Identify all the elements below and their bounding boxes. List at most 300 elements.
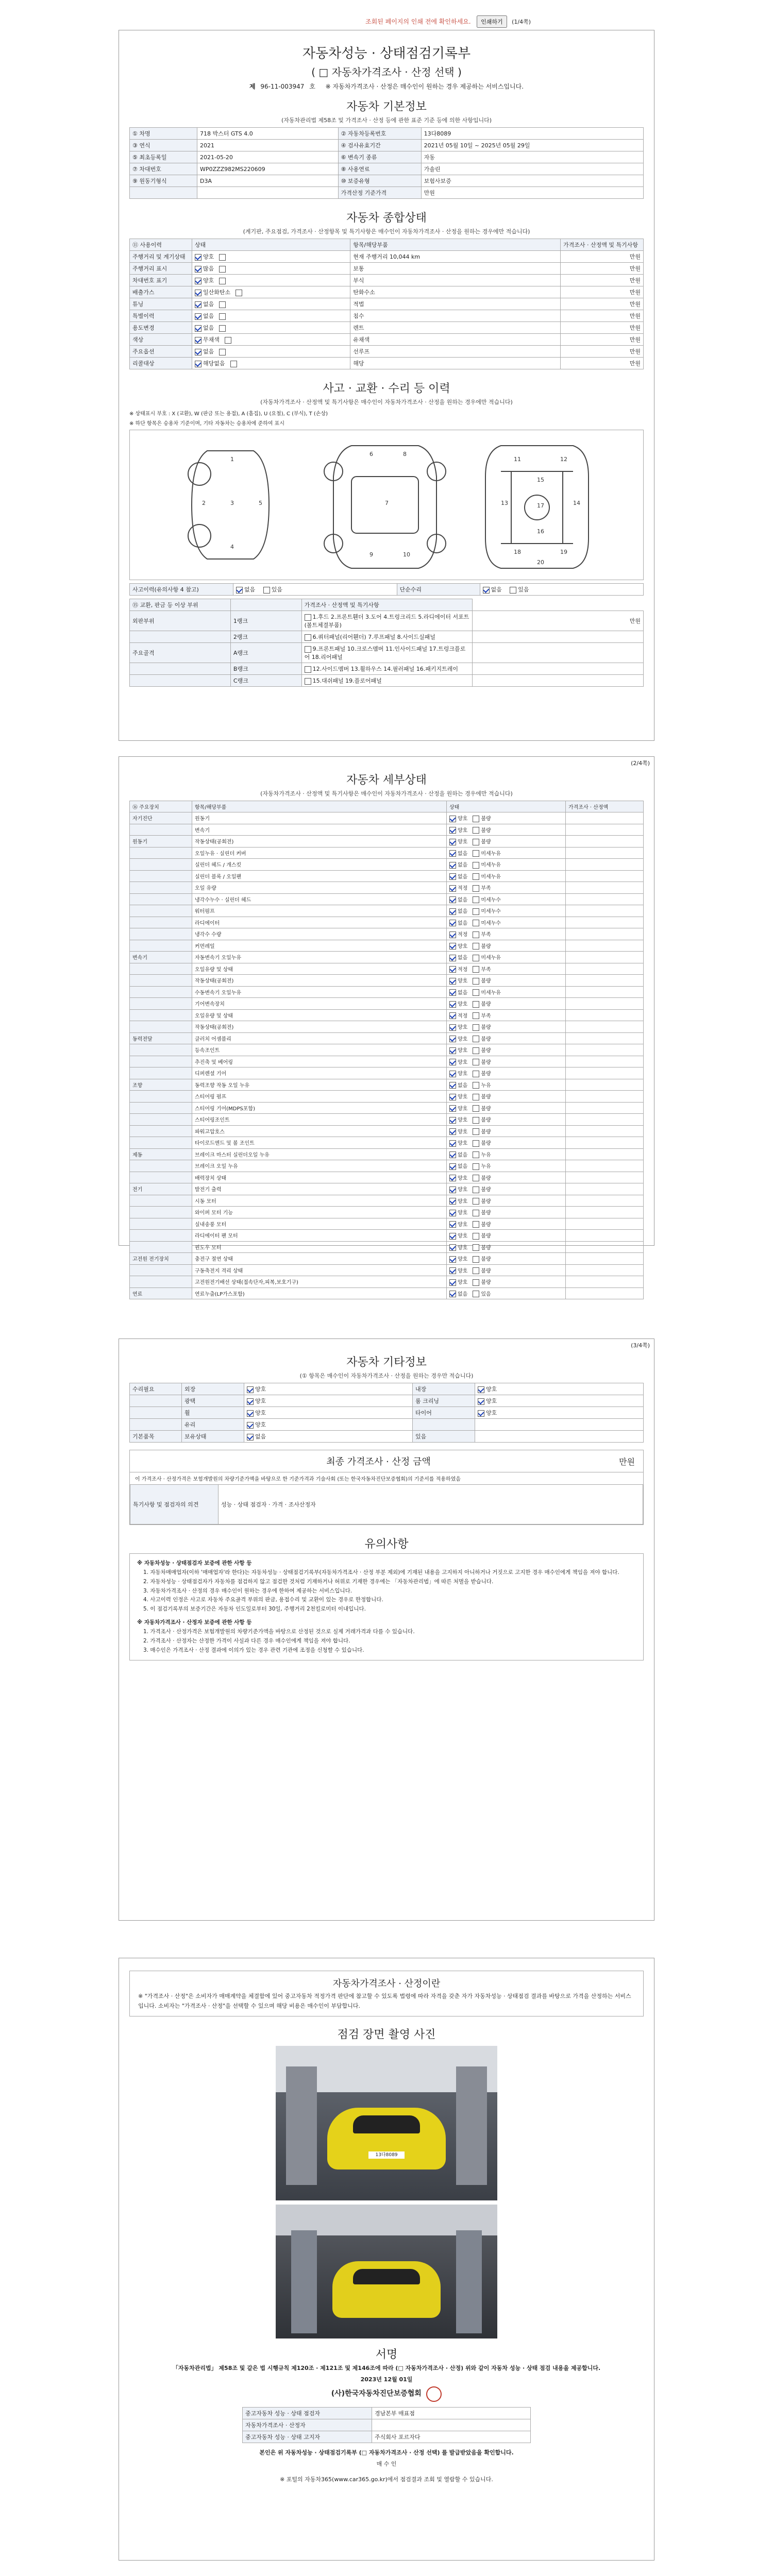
doc-number: 96-11-003947 xyxy=(260,83,305,90)
status-checkbox[interactable] xyxy=(473,862,479,869)
status-checkbox[interactable] xyxy=(219,313,226,320)
status-checkbox[interactable] xyxy=(473,1163,479,1170)
status-checkbox[interactable] xyxy=(473,908,479,915)
cell-text: 라디에이터 팬 모터 xyxy=(195,1233,238,1240)
status-checkbox[interactable] xyxy=(449,920,456,926)
table-row xyxy=(130,298,644,310)
status-checkbox[interactable] xyxy=(449,1163,456,1170)
table-row xyxy=(130,1067,644,1079)
table-row xyxy=(130,998,644,1010)
table-row xyxy=(130,1407,644,1419)
status-checkbox[interactable] xyxy=(473,943,479,950)
status-checkbox[interactable] xyxy=(247,1398,254,1405)
status-checkbox[interactable] xyxy=(473,931,479,938)
table-cell xyxy=(130,1044,192,1056)
status-checkbox[interactable] xyxy=(473,873,479,880)
cell-text: 오일유량 및 상태 xyxy=(195,1013,233,1019)
cell-text: 기본품목 xyxy=(132,1433,155,1440)
cell-text: 양호 xyxy=(458,1106,468,1112)
table-cell xyxy=(192,952,447,963)
status-checkbox[interactable] xyxy=(449,1198,456,1205)
status-checkbox[interactable] xyxy=(449,1244,456,1251)
table-cell xyxy=(244,1407,413,1419)
table-cell xyxy=(192,275,350,286)
cell-text: 양호 xyxy=(458,1117,468,1123)
cell-text: 항목/해당부품 xyxy=(195,805,227,810)
table-cell xyxy=(130,882,192,894)
cell-text: 외장 xyxy=(184,1386,196,1393)
doc-title: 자동차성능 · 상태점검기록부 xyxy=(302,46,471,61)
table-row xyxy=(130,1102,644,1114)
cell-text: 양호 xyxy=(458,1198,468,1205)
cell-text: 만원 xyxy=(629,289,641,296)
table-cell xyxy=(566,1276,644,1288)
car-top-view xyxy=(324,446,446,568)
table-cell xyxy=(413,1407,475,1419)
status-checkbox[interactable] xyxy=(305,646,311,653)
accident-none-checkbox[interactable] xyxy=(236,587,243,594)
table-cell xyxy=(301,663,473,675)
status-checkbox[interactable] xyxy=(195,325,201,332)
basic-table xyxy=(129,127,644,199)
status-checkbox[interactable] xyxy=(247,1422,254,1429)
cell-text: 자기진단 xyxy=(132,816,153,822)
table-cell xyxy=(130,1125,192,1137)
table-cell xyxy=(473,643,644,663)
status-checkbox[interactable] xyxy=(473,920,479,926)
table-cell xyxy=(130,1264,192,1276)
table-cell xyxy=(350,251,561,263)
cell-text: 동력전달 xyxy=(132,1036,153,1042)
table-cell xyxy=(447,1172,566,1183)
table-row xyxy=(130,1125,644,1137)
table-cell xyxy=(130,847,192,859)
status-checkbox[interactable] xyxy=(219,254,226,261)
cell-text: 주식회사 포르자다 xyxy=(375,2434,421,2441)
status-checkbox[interactable] xyxy=(449,827,456,834)
table-cell xyxy=(192,847,447,859)
cell-text: ⑤ 최초등록일 xyxy=(132,154,167,161)
cell-text: 유채색 xyxy=(353,336,370,343)
table-cell xyxy=(130,1287,192,1299)
cell-text: 전기 xyxy=(132,1187,143,1193)
cell-text: 리콜대상 xyxy=(132,360,155,367)
table-cell xyxy=(561,275,644,286)
parts-table xyxy=(129,599,644,687)
status-checkbox[interactable] xyxy=(473,1210,479,1216)
table-cell xyxy=(447,1032,566,1044)
status-checkbox[interactable] xyxy=(449,1128,456,1135)
status-checkbox[interactable] xyxy=(449,873,456,880)
cell-text: 실내송풍 모터 xyxy=(195,1222,227,1228)
status-checkbox[interactable] xyxy=(449,966,456,973)
cell-text: 2랭크 xyxy=(233,634,248,640)
table-cell xyxy=(130,1009,192,1021)
cell-text: 냉각수 수량 xyxy=(195,932,222,938)
status-checkbox[interactable] xyxy=(473,1233,479,1240)
table-cell xyxy=(350,310,561,322)
status-checkbox[interactable] xyxy=(449,1221,456,1228)
status-checkbox[interactable] xyxy=(473,1024,479,1031)
status-checkbox[interactable] xyxy=(195,254,201,261)
cell-text: 양호 xyxy=(458,816,468,822)
table-cell xyxy=(130,1195,192,1207)
table-cell xyxy=(130,1172,192,1183)
status-checkbox[interactable] xyxy=(449,1291,456,1297)
photo-plate: 13다8089 xyxy=(368,2151,405,2159)
table-cell xyxy=(566,952,644,963)
status-checkbox[interactable] xyxy=(473,850,479,857)
status-checkbox[interactable] xyxy=(305,678,311,685)
cell-text: 만원 xyxy=(629,313,641,319)
table-cell xyxy=(192,1114,447,1126)
cell-text: 가격산정 기준가격 xyxy=(341,190,387,196)
status-checkbox[interactable] xyxy=(449,1105,456,1112)
photo-2 xyxy=(276,2205,497,2338)
table-cell xyxy=(561,334,644,346)
accident-row-table: 사고이력(유의사항 4 참고) 없음 있음 단순수리 없음 있음 xyxy=(129,583,644,596)
table-cell xyxy=(447,893,566,905)
table-header xyxy=(192,801,447,812)
cell-text: 불량 xyxy=(481,943,491,950)
diagram-number: 12 xyxy=(560,456,567,463)
table-cell xyxy=(130,310,192,322)
table-row xyxy=(130,1044,644,1056)
cell-text: 브레이크 오일 누유 xyxy=(195,1164,238,1170)
cell-text: 실린더 헤드 / 개스킷 xyxy=(195,862,242,869)
table-cell xyxy=(192,870,447,882)
table-row xyxy=(130,1264,644,1276)
status-checkbox[interactable] xyxy=(449,1210,456,1216)
status-checkbox[interactable] xyxy=(219,266,226,273)
status-checkbox[interactable] xyxy=(473,1175,479,1181)
status-checkbox[interactable] xyxy=(473,955,479,961)
page-4 xyxy=(119,1958,654,2561)
diagram-number: 8 xyxy=(403,451,407,457)
status-checkbox[interactable] xyxy=(473,1012,479,1019)
status-checkbox[interactable] xyxy=(219,278,226,284)
status-checkbox[interactable] xyxy=(473,1128,479,1135)
sign-footer: ※ 포털의 자동차365(www.car365.go.kr)에서 점검결과 조회 및 열람할 수 있습니다. xyxy=(280,2476,493,2483)
status-checkbox[interactable] xyxy=(473,1094,479,1100)
cell-text: WP0ZZZ982MS220609 xyxy=(200,165,265,173)
status-checkbox[interactable] xyxy=(473,1151,479,1158)
status-checkbox[interactable] xyxy=(473,1036,479,1042)
table-cell xyxy=(447,1264,566,1276)
diagram-number: 14 xyxy=(573,500,580,506)
status-checkbox[interactable] xyxy=(473,839,479,845)
table-cell xyxy=(561,298,644,310)
cell-text: 불량 xyxy=(481,1048,491,1054)
cell-text: 중고자동차 성능 · 상태 고지자 xyxy=(245,2434,320,2441)
table-row xyxy=(130,1287,644,1299)
table-cell xyxy=(447,1067,566,1079)
table-row xyxy=(130,801,644,812)
cell-text: 오일유량 및 상태 xyxy=(195,967,233,973)
cell-text: 양호 xyxy=(458,1280,468,1285)
table-cell xyxy=(475,1395,644,1407)
status-checkbox[interactable] xyxy=(247,1410,254,1417)
table-cell xyxy=(566,882,644,894)
table-cell xyxy=(447,1160,566,1172)
table-cell xyxy=(338,163,421,175)
status-checkbox[interactable] xyxy=(449,1001,456,1008)
status-checkbox[interactable] xyxy=(473,1117,479,1124)
diagram-number: 2 xyxy=(202,500,206,506)
cell-text: ③ 연식 xyxy=(132,142,150,149)
cell-text: 불량 xyxy=(481,1245,491,1251)
table-cell xyxy=(447,1207,566,1218)
status-checkbox[interactable] xyxy=(195,361,201,367)
status-checkbox[interactable] xyxy=(478,1386,484,1393)
status-checkbox[interactable] xyxy=(449,1279,456,1286)
status-checkbox[interactable] xyxy=(473,885,479,892)
cell-text: 양호 xyxy=(203,253,214,260)
table-cell xyxy=(447,870,566,882)
diagram-number: 7 xyxy=(385,500,389,506)
status-checkbox[interactable] xyxy=(473,1256,479,1263)
status-checkbox[interactable] xyxy=(473,816,479,822)
status-checkbox[interactable] xyxy=(473,1105,479,1112)
table-cell xyxy=(350,286,561,298)
table-cell xyxy=(130,1431,182,1443)
table-cell xyxy=(192,1009,447,1021)
table-cell xyxy=(421,163,643,175)
table-cell xyxy=(192,917,447,928)
status-checkbox[interactable] xyxy=(449,1012,456,1019)
table-cell xyxy=(350,298,561,310)
table-row xyxy=(130,358,644,369)
status-checkbox[interactable] xyxy=(236,290,242,296)
status-checkbox[interactable] xyxy=(449,989,456,996)
status-checkbox[interactable] xyxy=(305,614,311,621)
status-checkbox[interactable] xyxy=(219,325,226,332)
accident-yes-checkbox[interactable] xyxy=(263,587,270,594)
cell-text: 오일 유량 xyxy=(195,886,216,892)
table-row xyxy=(130,263,644,275)
table-cell xyxy=(447,1137,566,1149)
cell-text: 15.대쉬패널 19.플로어패널 xyxy=(312,677,382,684)
cell-text: A랭크 xyxy=(233,650,248,656)
status-checkbox[interactable] xyxy=(473,1187,479,1193)
status-checkbox[interactable] xyxy=(473,1059,479,1065)
status-checkbox[interactable] xyxy=(449,1175,456,1181)
cell-text: 차대번호 표기 xyxy=(132,277,167,284)
diagram-number: 10 xyxy=(403,551,410,558)
table-cell xyxy=(230,663,301,675)
status-checkbox[interactable] xyxy=(478,1398,484,1405)
status-checkbox[interactable] xyxy=(449,839,456,845)
info-title: 자동차가격조사 · 산정이란 xyxy=(332,1978,441,1989)
status-checkbox[interactable] xyxy=(473,1082,479,1089)
status-checkbox[interactable] xyxy=(449,862,456,869)
table-cell xyxy=(130,358,192,369)
table-header xyxy=(350,239,561,251)
status-checkbox[interactable] xyxy=(449,955,456,961)
status-checkbox[interactable] xyxy=(247,1434,254,1440)
status-checkbox[interactable] xyxy=(473,1198,479,1205)
status-checkbox[interactable] xyxy=(473,827,479,834)
table-row xyxy=(130,322,644,334)
status-checkbox[interactable] xyxy=(449,885,456,892)
status-checkbox[interactable] xyxy=(195,337,201,344)
status-checkbox[interactable] xyxy=(195,349,201,355)
table-cell xyxy=(130,346,192,358)
status-checkbox[interactable] xyxy=(473,1221,479,1228)
cell-text: 디퍼렌셜 기어 xyxy=(195,1071,227,1077)
status-checkbox[interactable] xyxy=(195,313,201,320)
cell-text: 변속기 xyxy=(195,827,210,834)
table-cell xyxy=(192,998,447,1010)
table-cell xyxy=(192,836,447,848)
cell-text: 양호 xyxy=(255,1398,266,1404)
status-checkbox[interactable] xyxy=(473,966,479,973)
table-cell xyxy=(130,917,192,928)
sign-date: 2023년 12월 01일 xyxy=(360,2376,413,2383)
table-row xyxy=(130,675,644,687)
page-2 xyxy=(119,756,654,1297)
table-row xyxy=(130,1183,644,1195)
repair-yes-checkbox[interactable] xyxy=(510,587,516,594)
table-cell xyxy=(192,824,447,836)
table-cell xyxy=(338,128,421,140)
table-row xyxy=(130,893,644,905)
final-price-value: 만원 xyxy=(619,1456,635,1467)
cell-text: 휠 xyxy=(184,1410,190,1416)
accident-history-label: 사고이력(유의사항 4 참고) xyxy=(130,584,233,596)
status-checkbox[interactable] xyxy=(449,978,456,985)
status-checkbox[interactable] xyxy=(473,978,479,985)
table-cell xyxy=(338,151,421,163)
cell-text: 양호 xyxy=(458,1048,468,1054)
status-checkbox[interactable] xyxy=(478,1410,484,1417)
status-checkbox[interactable] xyxy=(219,349,226,355)
status-checkbox[interactable] xyxy=(449,1071,456,1077)
status-checkbox[interactable] xyxy=(449,896,456,903)
cell-text: 일산화탄소 xyxy=(203,289,231,296)
notes-lines-2 xyxy=(137,1628,636,1655)
table-cell xyxy=(447,963,566,975)
status-checkbox[interactable] xyxy=(449,1117,456,1124)
cell-text: 튜닝 xyxy=(132,301,144,308)
status-checkbox[interactable] xyxy=(449,850,456,857)
cell-text: 실린더 블록 / 오일팬 xyxy=(195,874,242,880)
cell-text: ⑦ 차대번호 xyxy=(132,166,161,173)
table-cell xyxy=(447,1287,566,1299)
table-cell xyxy=(421,140,643,151)
status-checkbox[interactable] xyxy=(195,301,201,308)
status-checkbox[interactable] xyxy=(449,1036,456,1042)
status-checkbox[interactable] xyxy=(449,1082,456,1089)
cell-text: 양호 xyxy=(458,1094,468,1100)
status-checkbox[interactable] xyxy=(473,1047,479,1054)
accident-note-1: ※ 상태표시 부호 : X (교환), W (판금 또는 용접), A (흠집), U (요철), C (부식), T (손상) xyxy=(129,411,328,417)
status-checkbox[interactable] xyxy=(449,1151,456,1158)
cell-text: 부식 xyxy=(353,277,364,284)
status-checkbox[interactable] xyxy=(449,1059,456,1065)
status-checkbox[interactable] xyxy=(449,1267,456,1274)
status-checkbox[interactable] xyxy=(225,337,231,344)
status-checkbox[interactable] xyxy=(219,301,226,308)
cell-text: 누유 xyxy=(481,1152,491,1158)
status-checkbox[interactable] xyxy=(473,1140,479,1147)
diagram-number: 15 xyxy=(537,477,544,483)
table-cell xyxy=(192,1172,447,1183)
cell-text: 윈도우 모터 xyxy=(195,1245,222,1251)
table-row xyxy=(243,2431,531,2443)
status-checkbox[interactable] xyxy=(449,1233,456,1240)
cell-text: ⑥ 변속기 종류 xyxy=(341,154,377,161)
status-checkbox[interactable] xyxy=(473,1001,479,1008)
table-cell xyxy=(243,2408,372,2419)
table-cell xyxy=(561,358,644,369)
cell-text: 6.쿼터패널(리어휀더) 7.루프패널 8.사이드실패널 xyxy=(312,634,435,640)
status-checkbox[interactable] xyxy=(449,943,456,950)
table-row xyxy=(130,175,644,187)
table-cell xyxy=(566,812,644,824)
print-button[interactable]: 인쇄하기 xyxy=(477,15,507,28)
cell-text: 스티어링 펌프 xyxy=(195,1094,227,1100)
status-checkbox[interactable] xyxy=(449,931,456,938)
cell-text: 특별이력 xyxy=(132,313,155,319)
diagram-number: 5 xyxy=(259,500,262,506)
table-cell xyxy=(130,986,192,998)
status-checkbox[interactable] xyxy=(449,1024,456,1031)
status-checkbox[interactable] xyxy=(195,290,201,296)
cell-text: 양호 xyxy=(486,1398,497,1404)
table-cell xyxy=(447,1114,566,1126)
cell-text: 만원 xyxy=(629,325,641,331)
status-checkbox[interactable] xyxy=(473,1267,479,1274)
table-cell xyxy=(230,611,301,631)
status-checkbox[interactable] xyxy=(449,1187,456,1193)
table-cell xyxy=(350,334,561,346)
status-checkbox[interactable] xyxy=(449,1047,456,1054)
cell-text: D3A xyxy=(200,177,212,184)
status-checkbox[interactable] xyxy=(305,666,311,673)
table-cell xyxy=(130,128,197,140)
status-checkbox[interactable] xyxy=(473,896,479,903)
status-checkbox[interactable] xyxy=(449,816,456,822)
table-cell xyxy=(130,1091,192,1103)
table-cell xyxy=(421,187,643,199)
status-checkbox[interactable] xyxy=(247,1386,254,1393)
status-checkbox[interactable] xyxy=(449,1140,456,1147)
table-cell xyxy=(566,1021,644,1033)
status-checkbox[interactable] xyxy=(473,1244,479,1251)
status-checkbox[interactable] xyxy=(449,1094,456,1100)
status-checkbox[interactable] xyxy=(473,1279,479,1286)
table-cell xyxy=(473,611,644,631)
cell-text: B랭크 xyxy=(233,666,248,672)
repair-none-checkbox[interactable] xyxy=(483,587,490,594)
table-cell xyxy=(243,2431,372,2443)
status-checkbox[interactable] xyxy=(230,361,237,367)
cell-text: 만원 xyxy=(629,253,641,260)
status-checkbox[interactable] xyxy=(305,634,311,641)
status-checkbox[interactable] xyxy=(195,278,201,284)
status-checkbox[interactable] xyxy=(473,1071,479,1077)
status-checkbox[interactable] xyxy=(473,989,479,996)
table-cell xyxy=(192,1264,447,1276)
status-checkbox[interactable] xyxy=(473,1291,479,1297)
table-row xyxy=(130,1195,644,1207)
table-cell xyxy=(230,631,301,643)
status-checkbox[interactable] xyxy=(449,908,456,915)
status-checkbox[interactable] xyxy=(449,1256,456,1263)
status-checkbox[interactable] xyxy=(195,266,201,273)
table-cell xyxy=(566,1183,644,1195)
